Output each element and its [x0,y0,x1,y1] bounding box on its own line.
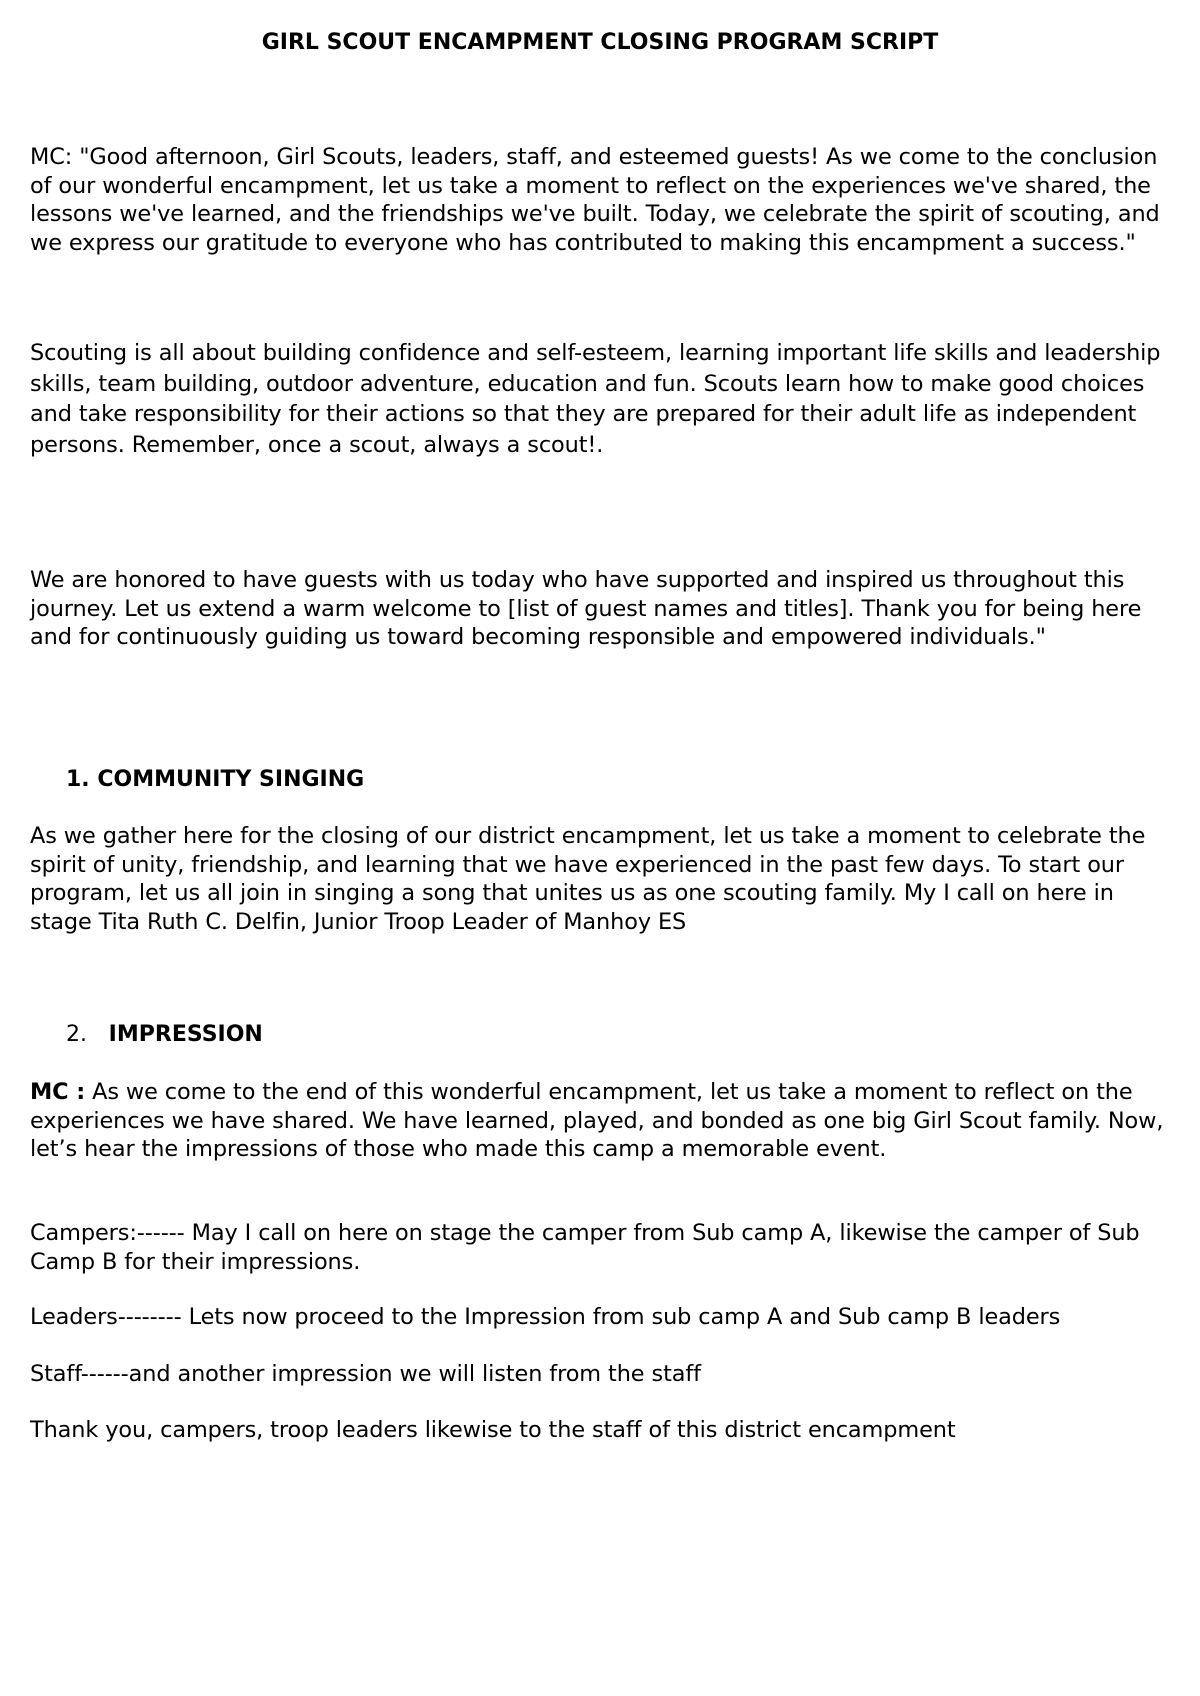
mc-text: As we come to the end of this wonderful encampment, let us take a moment to reflect on the experiences we have shared. We have learned, played, and bonded as one big Girl Scout family. Now, let’s hear the impressions of those who made this camp a memorable event. [30,1079,1164,1162]
section-2-number: 2. [66,1022,87,1047]
section-2-heading [66,1020,263,1050]
section-1-title: COMMUNITY SINGING [97,767,365,792]
guests-paragraph: We are honored to have guests with us today who have supported and inspired us throughout this journey. Let us extend a warm welcome to [list of guest names and titles]. Thank you for being here and for continuously guiding us toward becoming responsible and empowered individuals." [30,567,1142,650]
section-1-heading [66,765,364,795]
intro-paragraph: MC: "Good afternoon, Girl Scouts, leaders, staff, and esteemed guests! As we come to the conclusion of our wonderful encampment, let us take a moment to reflect on the experiences we've shared, the lessons we've learned, and the friendships we've built. Today, we celebrate the spirit of scouting, and we express our gratitude to everyone who has contributed to making this encampment a success." [30,144,1160,256]
document-title: GIRL SCOUT ENCAMPMENT CLOSING PROGRAM SCRIPT [261,30,939,55]
section-1-paragraph: As we gather here for the closing of our district encampment, let us take a moment to celebrate the spirit of unity, friendship, and learning that we have experienced in the past few days. To start our program, let us all join in singing a song that unites us as one scouting family. My I call on here in stage Tita Ruth C. Delfin, Junior Troop Leader of Manhoy ES [30,823,1146,935]
section-1-number: 1. [66,767,90,792]
thanks-line: Thank you, campers, troop leaders likewise to the staff of this district encampment [30,1417,956,1443]
staff-line: Staff------and another impression we will listen from the staff [30,1361,701,1387]
mc-label: MC : [30,1079,86,1105]
section-2-mc-paragraph [30,1078,1182,1164]
leaders-line: Leaders-------- Lets now proceed to the Impression from sub camp A and Sub camp B leaders [30,1304,1061,1330]
campers-line: Campers:------ May I call on here on stage the camper from Sub camp A, likewise the camper of Sub Camp B for their impressions. [30,1220,1140,1275]
section-2-title: IMPRESSION [108,1022,263,1047]
scouting-paragraph: Scouting is all about building confidence and self-esteem, learning important life skills and leadership skills, team building, outdoor adventure, education and fun. Scouts learn how to make good choices and take responsibility for their actions so that they are prepared for their adult life as independent persons. Remember, once a scout, always a scout!. [30,340,1161,458]
